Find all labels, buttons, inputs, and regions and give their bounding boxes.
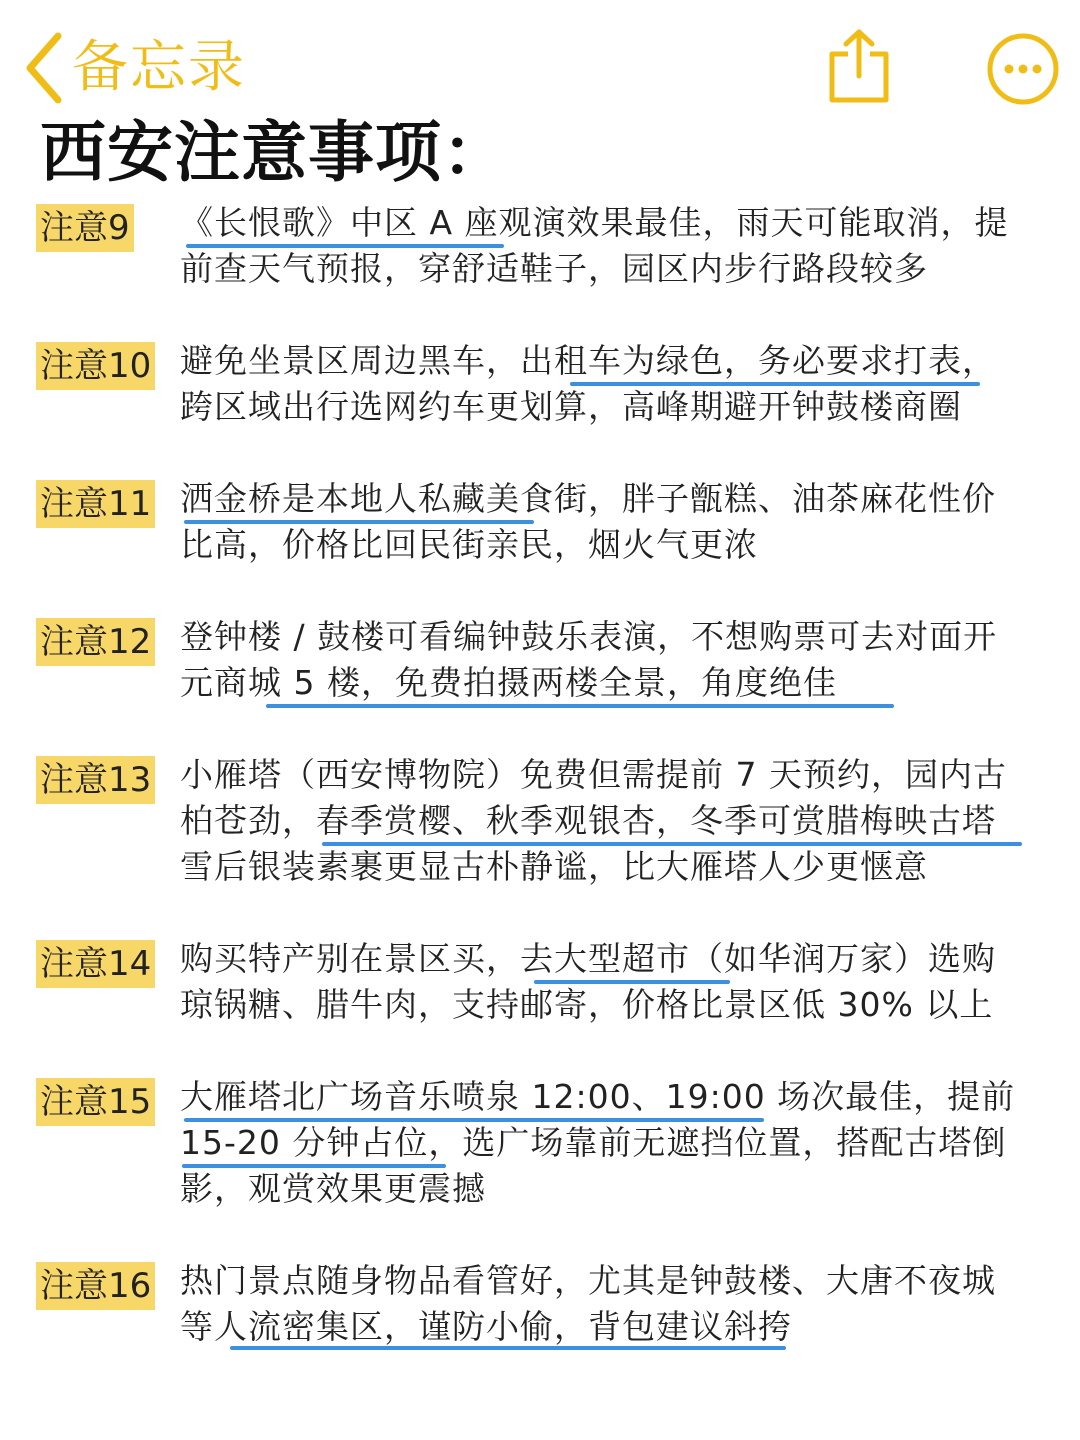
note-line: 大雁塔北广场音乐喷泉 12:00、19:00 场次最佳，提前 xyxy=(180,1077,1016,1116)
highlight-underline xyxy=(184,1118,764,1122)
note-tag: 注意16 xyxy=(36,1262,155,1310)
note-line: 比高，价格比回民街亲民，烟火气更浓 xyxy=(180,525,758,564)
back-label: 备忘录 xyxy=(72,35,246,100)
more-button[interactable] xyxy=(986,32,1060,106)
note-line: 购买特产别在景区买，去大型超市（如华润万家）选购 xyxy=(180,939,996,978)
note-line: 登钟楼 / 鼓楼可看编钟鼓乐表演，不想购票可去对面开 xyxy=(180,617,998,656)
note-line: 避免坐景区周边黑车，出租车为绿色，务必要求打表， xyxy=(180,341,996,380)
note-tag: 注意12 xyxy=(36,618,155,666)
note-line: 影，观赏效果更震撼 xyxy=(180,1169,486,1208)
note-line: 小雁塔（西安博物院）免费但需提前 7 天预约，园内古 xyxy=(180,755,1007,794)
note-line: 热门景点随身物品看管好，尤其是钟鼓楼、大唐不夜城 xyxy=(180,1261,996,1300)
highlight-underline xyxy=(570,382,980,386)
back-button[interactable] xyxy=(22,28,246,108)
highlight-underline xyxy=(322,842,1022,846)
note-tag: 注意14 xyxy=(36,940,155,988)
note-tag: 注意13 xyxy=(36,756,155,804)
highlight-underline xyxy=(230,1346,786,1350)
share-button[interactable] xyxy=(826,28,892,106)
note-line: 洒金桥是本地人私藏美食街，胖子甑糕、油茶麻花性价 xyxy=(180,479,996,518)
note-line: 元商城 5 楼，免费拍摄两楼全景，角度绝佳 xyxy=(180,663,837,702)
chevron-left-icon xyxy=(22,30,66,106)
note-line: 跨区域出行选网约车更划算，高峰期避开钟鼓楼商圈 xyxy=(180,387,962,426)
note-tag: 注意9 xyxy=(36,204,134,252)
note-title: 西安注意事项： xyxy=(40,114,509,191)
note-tag: 注意11 xyxy=(36,480,155,528)
note-line: 15-20 分钟占位，选广场靠前无遮挡位置，搭配古塔倒 xyxy=(180,1123,1007,1162)
note-line: 琼锅糖、腊牛肉，支持邮寄，价格比景区低 30% 以上 xyxy=(180,985,994,1024)
highlight-underline xyxy=(182,1164,446,1168)
note-line: 雪后银装素裹更显古朴静谧，比大雁塔人少更惬意 xyxy=(180,847,928,886)
note-line: 柏苍劲，春季赏樱、秋季观银杏，冬季可赏腊梅映古塔 xyxy=(180,801,996,840)
share-icon xyxy=(826,91,892,110)
more-icon xyxy=(986,91,1060,110)
note-line: 《长恨歌》中区 A 座观演效果最佳，雨天可能取消，提 xyxy=(180,203,1009,242)
highlight-underline xyxy=(534,980,730,984)
highlight-underline xyxy=(186,244,504,248)
note-line: 等人流密集区，谨防小偷，背包建议斜挎 xyxy=(180,1307,792,1346)
highlight-underline xyxy=(266,704,894,708)
note-tag: 注意15 xyxy=(36,1078,155,1126)
note-line: 前查天气预报，穿舒适鞋子，园区内步行路段较多 xyxy=(180,249,928,288)
highlight-underline xyxy=(184,520,534,524)
note-tag: 注意10 xyxy=(36,342,155,390)
navigation-bar xyxy=(0,0,1080,120)
